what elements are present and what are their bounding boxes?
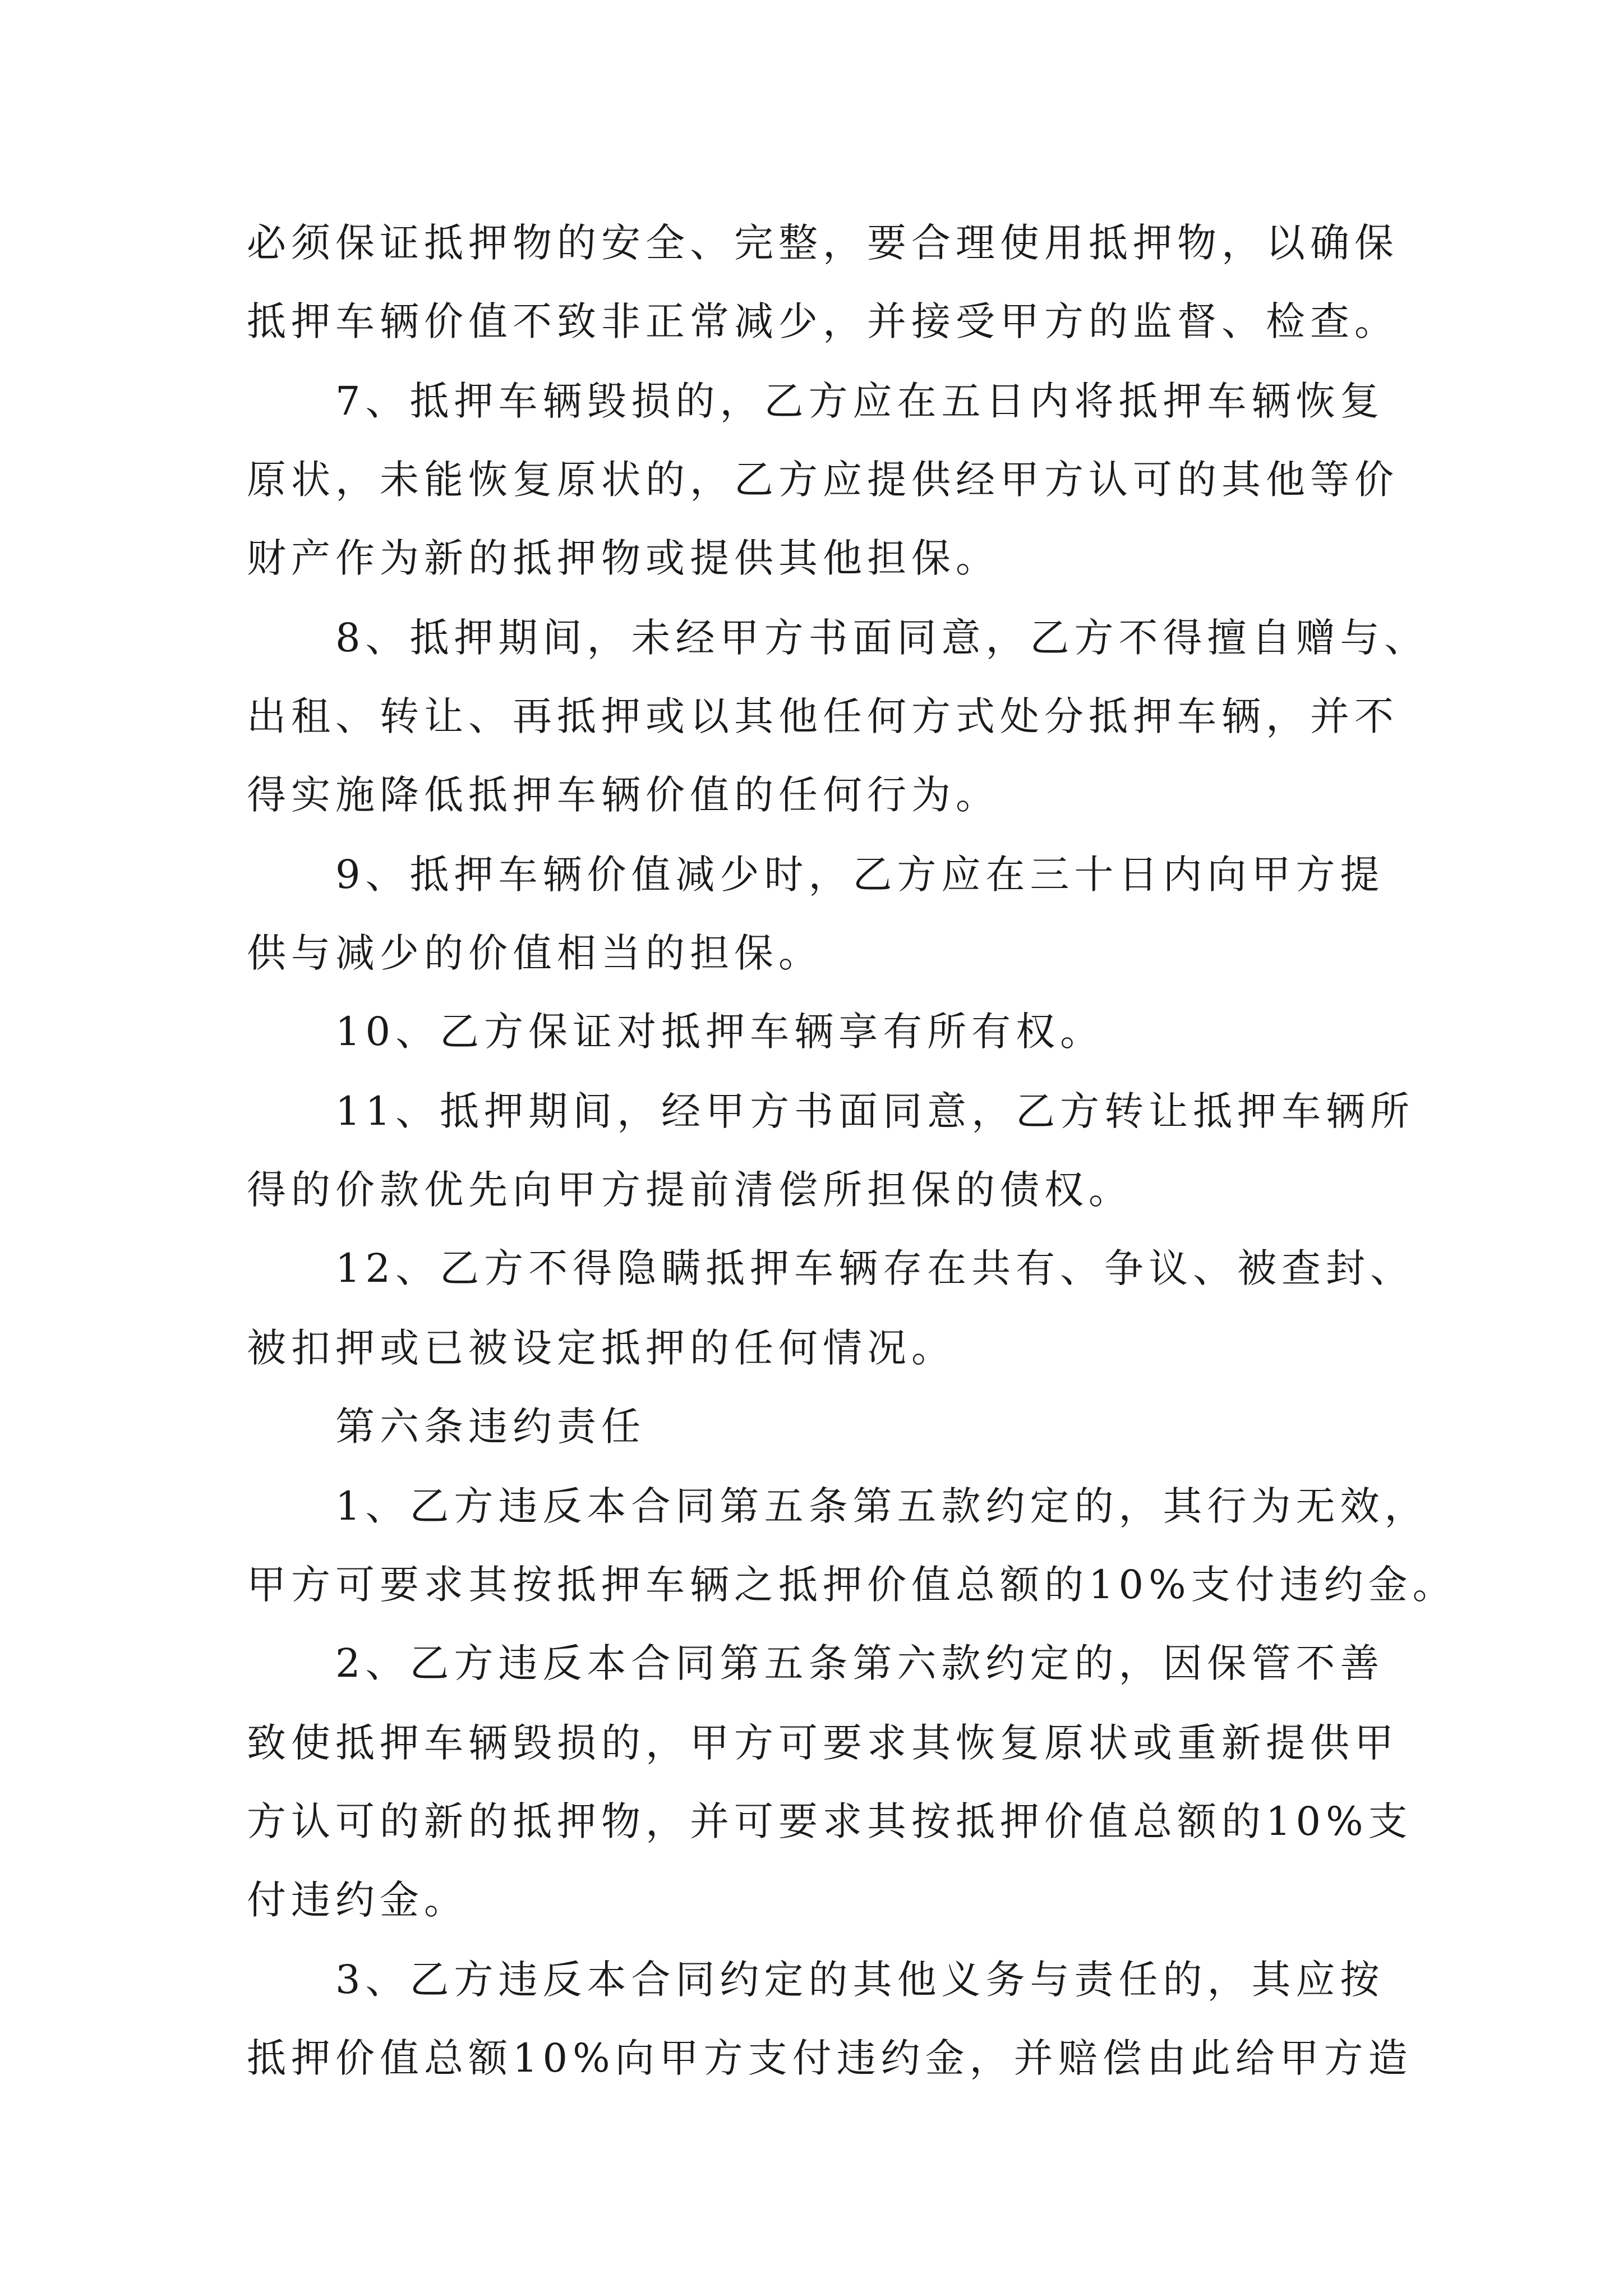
paragraph-1-line: 1、乙方违反本合同第五条第五款约定的，其行为无效， — [335, 1483, 1429, 1529]
text-line: 抵押价值总额10%向甲方支付违约金，并赔偿由此给甲方造 — [247, 2035, 1413, 2081]
text-line: 付违约金。 — [247, 1877, 468, 1923]
paragraph-3-line: 3、乙方违反本合同约定的其他义务与责任的，其应按 — [335, 1957, 1385, 2003]
paragraph-8-line: 8、抵押期间，未经甲方书面同意，乙方不得擅自赠与、 — [335, 615, 1429, 661]
text-line: 抵押车辆价值不致非正常减少，并接受甲方的监督、检查。 — [247, 298, 1399, 344]
paragraph-12-line: 12、乙方不得隐瞒抵押车辆存在共有、争议、被查封、 — [335, 1245, 1415, 1291]
paragraph-11-line: 11、抵押期间，经甲方书面同意，乙方转让抵押车辆所 — [335, 1088, 1415, 1134]
paragraph-2-line: 2、乙方违反本合同第五条第六款约定的，因保管不善 — [335, 1640, 1385, 1686]
text-line: 方认可的新的抵押物，并可要求其按抵押价值总额的10%支 — [247, 1798, 1413, 1844]
paragraph-10-line: 10、乙方保证对抵押车辆享有所有权。 — [335, 1009, 1105, 1055]
text-line: 出租、转让、再抵押或以其他任何方式处分抵押车辆，并不 — [247, 693, 1399, 739]
text-line: 甲方可要求其按抵押车辆之抵押价值总额的10%支付违约金。 — [247, 1562, 1457, 1608]
paragraph-9-line: 9、抵押车辆价值减少时，乙方应在三十日内向甲方提 — [335, 852, 1385, 898]
text-line: 财产作为新的抵押物或提供其他担保。 — [247, 535, 1000, 581]
text-line: 被扣押或已被设定抵押的任何情况。 — [247, 1325, 956, 1371]
text-line: 原状，未能恢复原状的，乙方应提供经甲方认可的其他等价 — [247, 457, 1399, 503]
text-line: 致使抵押车辆毁损的，甲方可要求其恢复原状或重新提供甲 — [247, 1720, 1399, 1766]
text-line: 得实施降低抵押车辆价值的任何行为。 — [247, 772, 1000, 818]
text-line: 供与减少的价值相当的担保。 — [247, 930, 823, 976]
text-line: 必须保证抵押物的安全、完整，要合理使用抵押物，以确保 — [247, 220, 1399, 266]
section-heading: 第六条违约责任 — [335, 1404, 645, 1450]
text-line: 得的价款优先向甲方提前清偿所担保的债权。 — [247, 1167, 1133, 1213]
paragraph-7-line: 7、抵押车辆毁损的，乙方应在五日内将抵押车辆恢复 — [335, 378, 1385, 424]
